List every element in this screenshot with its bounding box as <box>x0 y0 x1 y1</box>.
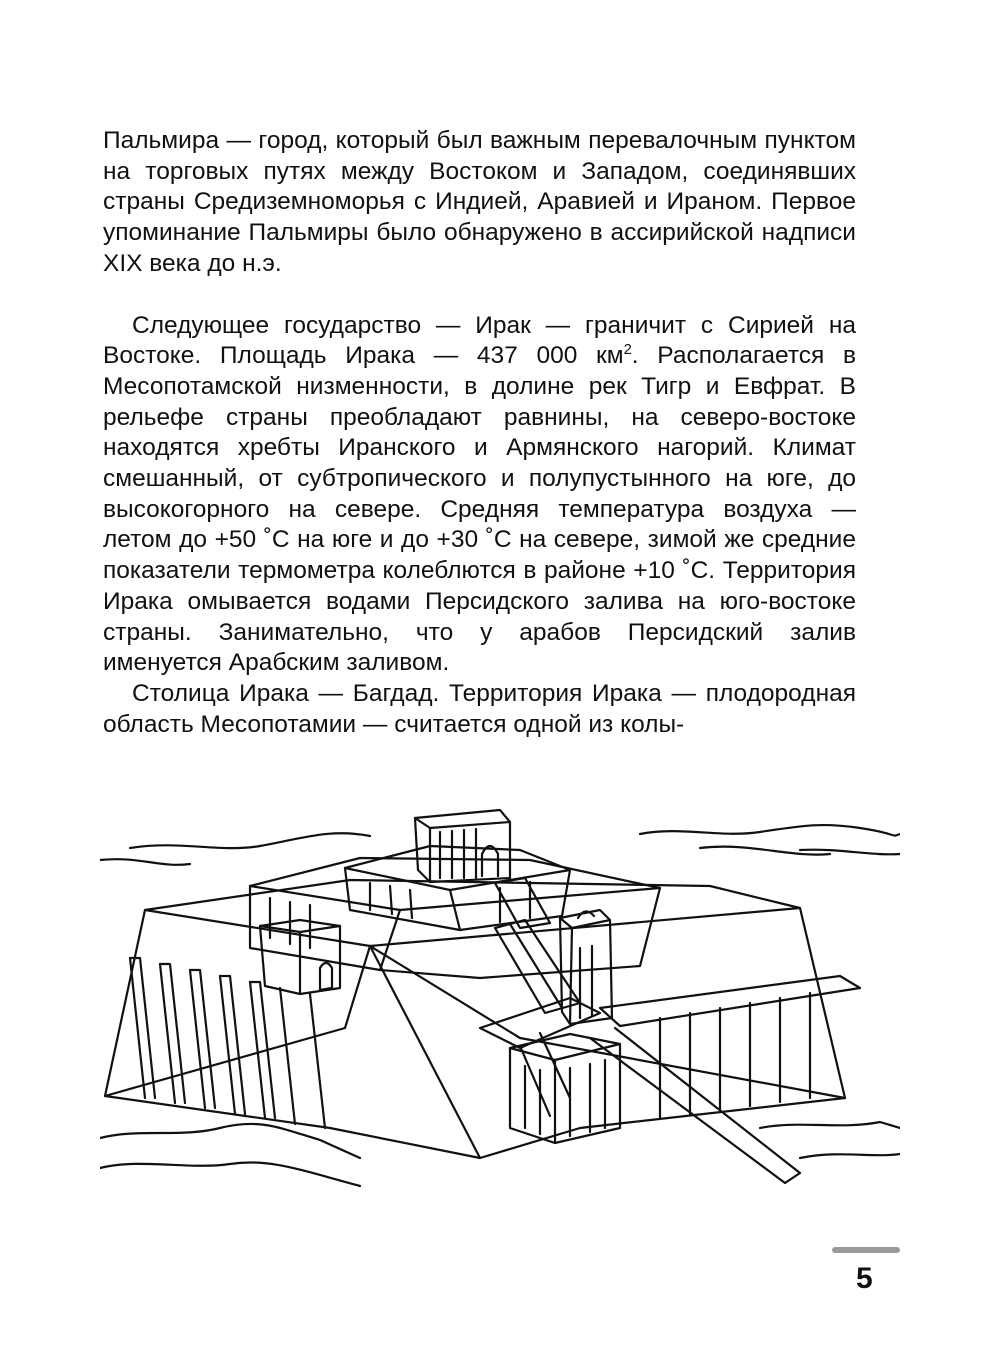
paragraph-palmyra: Пальмира — город, который был важным перевалочным пунктом на торговых путях между Востоком и Западом, соединявших страны Средиземноморья с Индией, Аравией и Ираном. Первое упоминание Пальмиры было обнаружено в ассирийской надписи XIX века до н.э. <box>103 127 856 277</box>
base-platform <box>105 880 845 1158</box>
body-text <box>103 126 856 740</box>
page-number: 5 <box>856 1262 873 1295</box>
page-number-rule <box>832 1247 900 1253</box>
central-stair <box>495 878 580 1013</box>
paragraph-spacer <box>103 280 856 311</box>
superscript-squared: 2 <box>623 342 632 359</box>
top-shrine <box>415 810 510 882</box>
second-tier <box>250 858 660 978</box>
paragraph-iraq-capital: Столица Ирака — Багдад. Территория Ирака — плодородная область Месопотамии — считается одной из колы- <box>103 679 856 738</box>
paragraph-iraq-geography-start: Следующее государство — Ирак — граничит с Сирией на Востоке. Площадь Ирака — 437 000 км <box>103 311 856 370</box>
ziggurat-illustration <box>100 798 900 1218</box>
paragraph-iraq-geography <box>103 311 856 679</box>
side-ramps <box>480 976 860 1183</box>
paragraph-iraq-geography-rest: . Располагается в Месопотамской низменности, в долине рек Тигр и Евфрат. В рельефе страны преобладают равнины, на северо-востоке находятся хребты Иранского и Армянского нагорий. Климат смешанный, от субтропического и полупустынного на юге, до высокогорного на севере. Средняя температура воздуха — летом до +50 ˚С на юге и до +30 ˚С на севере, зимой же средние показатели термометра колеблются в районе +10 ˚С. Территория Ирака омывается водами Персидского залива на юго-востоке страны. Занимательно, что у арабов Персидский залив именуется Арабским заливом. <box>103 342 856 677</box>
